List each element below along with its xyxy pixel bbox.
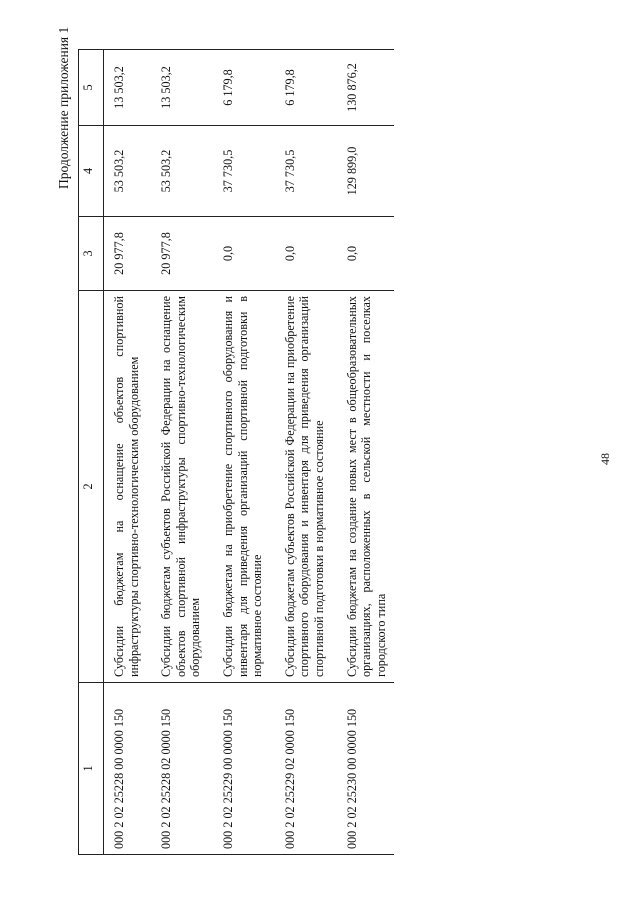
header-cell-2: 2 — [79, 291, 104, 683]
row-code: 000 2 02 25228 00 0000 150 — [104, 683, 152, 855]
table-row — [104, 50, 152, 855]
row-value-col4: 53 503,2 — [104, 126, 152, 217]
table-row — [151, 50, 213, 855]
header-cell-3: 3 — [79, 217, 104, 291]
row-value-col5: 6 179,8 — [275, 50, 337, 126]
row-value-col5: 13 503,2 — [104, 50, 152, 126]
header-cell-5: 5 — [79, 50, 104, 126]
row-value-col4: 129 899,0 — [337, 126, 395, 217]
table-row — [275, 50, 337, 855]
row-name: Субсидии бюджетам на оснащение объектов спортивной инфраструктуры спортивно-технологическим оборудованием — [104, 291, 152, 683]
row-name: Субсидии бюджетам субъектов Российской Федерации на оснащение объектов спортивной инфраструктуры спортивно-технологическим оборудованием — [151, 291, 213, 683]
table-row — [213, 50, 275, 855]
row-name: Субсидии бюджетам субъектов Российской Федерации на приобретение спортивного оборудования и инвентаря для приведения организаций спортивной подготовки в нормативное состояние — [275, 291, 337, 683]
header-cell-4: 4 — [79, 126, 104, 217]
row-code: 000 2 02 25228 02 0000 150 — [151, 683, 213, 855]
row-name: Субсидии бюджетам на приобретение спортивного оборудования и инвентаря для приведения организаций спортивной подготовки в нормативное состояние — [213, 291, 275, 683]
row-value-col4: 37 730,5 — [275, 126, 337, 217]
row-value-col5: 6 179,8 — [213, 50, 275, 126]
header-cell-1: 1 — [79, 683, 104, 855]
row-value-col4: 53 503,2 — [151, 126, 213, 217]
row-value-col3: 0,0 — [337, 217, 395, 291]
row-code: 000 2 02 25229 00 0000 150 — [213, 683, 275, 855]
row-code: 000 2 02 25229 02 0000 150 — [275, 683, 337, 855]
page-number: 48 — [598, 453, 612, 465]
table-header-row — [79, 50, 104, 855]
row-value-col5: 130 876,2 — [337, 50, 395, 126]
row-value-col3: 20 977,8 — [151, 217, 213, 291]
row-value-col5: 13 503,2 — [151, 50, 213, 126]
row-value-col3: 0,0 — [275, 217, 337, 291]
row-value-col4: 37 730,5 — [213, 126, 275, 217]
row-code: 000 2 02 25230 00 0000 150 — [337, 683, 395, 855]
row-value-col3: 0,0 — [213, 217, 275, 291]
row-name: Субсидии бюджетам на создание новых мест в общеобразовательных организациях, расположенных в сельской местности и поселках городского типа — [337, 291, 395, 683]
row-value-col3: 20 977,8 — [104, 217, 152, 291]
budget-table — [78, 49, 394, 855]
table-row — [337, 50, 395, 855]
continuation-label: Продолжение приложения 1 — [56, 26, 71, 189]
